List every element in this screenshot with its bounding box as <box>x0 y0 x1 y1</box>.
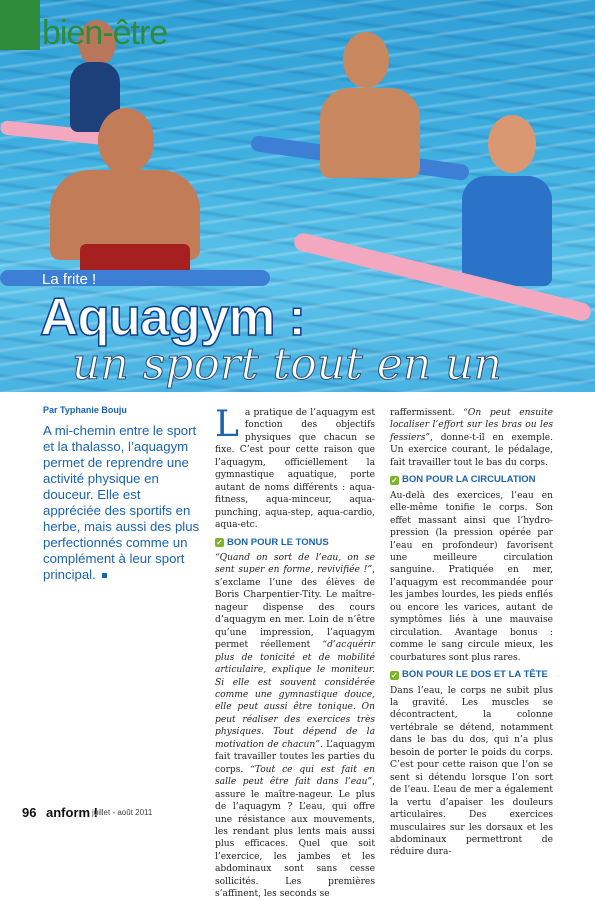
check-icon: ✓ <box>391 670 398 680</box>
end-mark-icon <box>102 573 107 578</box>
text: , donne-t-il en exemple. Un exercice courant, le pédalage, fait travailler tout le bas du corps. <box>390 432 553 468</box>
text: . L’aquagym fait travailler toutes les parties du corps. <box>215 739 375 775</box>
pool-noodle-blue-left <box>0 270 270 286</box>
hero-photo <box>0 0 595 392</box>
drop-cap: L <box>215 404 239 445</box>
swimmer-man-right-head <box>343 32 389 88</box>
subhead-label: BON POUR LE TONUS <box>227 536 329 548</box>
article-kicker: La frite ! <box>42 271 97 288</box>
check-icon: ✓ <box>391 475 398 485</box>
paragraph-circulation: Au-delà des exercices, l’eau en elle-même tonifie le corps. Son effet massant ainsi que l’hydro-pression (la pression opérée par l’eau en profondeur) favorisent une meilleure circulation sanguine. Pratiquée en mer, l’aquagym est recommandée pour les jambes lourdes, les pieds enflés ou encore les varices, autant de symptômes liés à une mauvaise circulation. Avantage bonus : comme le sang circule mieux, les courbatures sont plus rares. <box>390 490 553 663</box>
magazine-name: anform ! <box>46 805 98 820</box>
standfirst <box>43 423 201 583</box>
intro-text: a pratique de l’aquagym est fonction des objectifs physiques que chacun se fixe. C’est pour cette raison que l’aquagym, officiellement la gymnastique aquatique, porte autant de noms différents : aqua-fitness, aqua-minceur, aqua-punching, aqua-step, aqua-cardio, aqua-etc. <box>215 408 375 531</box>
quote: “Quand on sort de l’eau, on se sent super en forme, revivifiée !” <box>215 552 375 576</box>
standfirst-text: A mi-chemin entre le sport et la thalasso, l’aquagym permet de reprendre une activité physique en douceur. Elle est appréciée des sportifs en herbe, mais aussi des plus perfectionnés comme un complément à leur sport principal. <box>43 423 200 582</box>
quote: “Tout ce qui est fait en salle peut être fait dans l’eau” <box>215 764 375 788</box>
paragraph-tonus <box>215 552 375 901</box>
subhead-label: BON POUR LA CIRCULATION <box>402 474 536 486</box>
body-column-1 <box>215 404 375 901</box>
text: raffermissent. <box>390 408 464 418</box>
paragraph-continued <box>390 407 553 469</box>
quote: “d’acquérir plus de tonicité et de mobilité articulaire, explique le moniteur. Si elle est souvent considérée comme une gymnastique douce, elle peut aussi être tonique. On peut réaliser des exercices très physiques. Tout dépend de la motivation de chacun” <box>215 640 375 750</box>
paragraph-dos-tete: Dans l’eau, le corps ne subit plus la gravité. Les muscles se décontractent, la colonne vertébrale se détend, notamment dans le bas du dos, qui n’a plus besoin de porter le poids du corps. C’est pour cette raison que l’on se sent si détendu lorsque l’on sort de l’eau. L’eau de mer a également la vertu d’apaiser les douleurs articulaires. Des exercices musculaires sur les dorsaux et les abdominaux permettront de réduire dura- <box>390 685 553 858</box>
swimmer-woman-right-head <box>488 115 536 173</box>
text: , assure le maître-nageur. Le plus de l’aquagym ? L’eau, qui offre une résistance aux mouvements, les rendant plus lents mais aussi plus efficaces. Quel que soit l’exercice, les jambes et les abdominaux sont sans cesse sollicités. Les premières s’affinent, les seconds se <box>215 777 375 900</box>
section-marker <box>0 0 40 50</box>
check-icon: ✓ <box>216 538 223 548</box>
article-subtitle: un sport tout en un <box>72 339 502 390</box>
swimmer-man-right-torso <box>320 88 420 178</box>
text: , s’exclame l’une des élèves de Boris Charpentier-Tity. Le maître-nageur dispense des cours d’aquagym en mer. Loin de n’être qu’une impression, l’aquagym permet réellement <box>215 565 375 651</box>
intro-paragraph <box>215 404 375 532</box>
body-column-2 <box>390 407 553 859</box>
article-title: Aquagym : <box>40 288 305 347</box>
byline: Par Typhanie Bouju <box>43 405 127 415</box>
quote: “On peut ensuite localiser l’effort sur les bras ou les fessiers” <box>390 408 553 443</box>
subhead-tonus <box>215 537 375 549</box>
subhead-label: BON POUR LE DOS ET LA TÊTE <box>402 669 548 681</box>
subhead-circulation <box>390 474 553 486</box>
section-label: bien-être <box>42 14 168 52</box>
swimmer-man-left-head <box>98 108 154 174</box>
issue-date: juillet - août 2011 <box>92 808 153 817</box>
page-number: 96 <box>22 805 37 820</box>
swimmer-woman-right-body <box>462 176 552 286</box>
subhead-dos-tete <box>390 669 553 681</box>
